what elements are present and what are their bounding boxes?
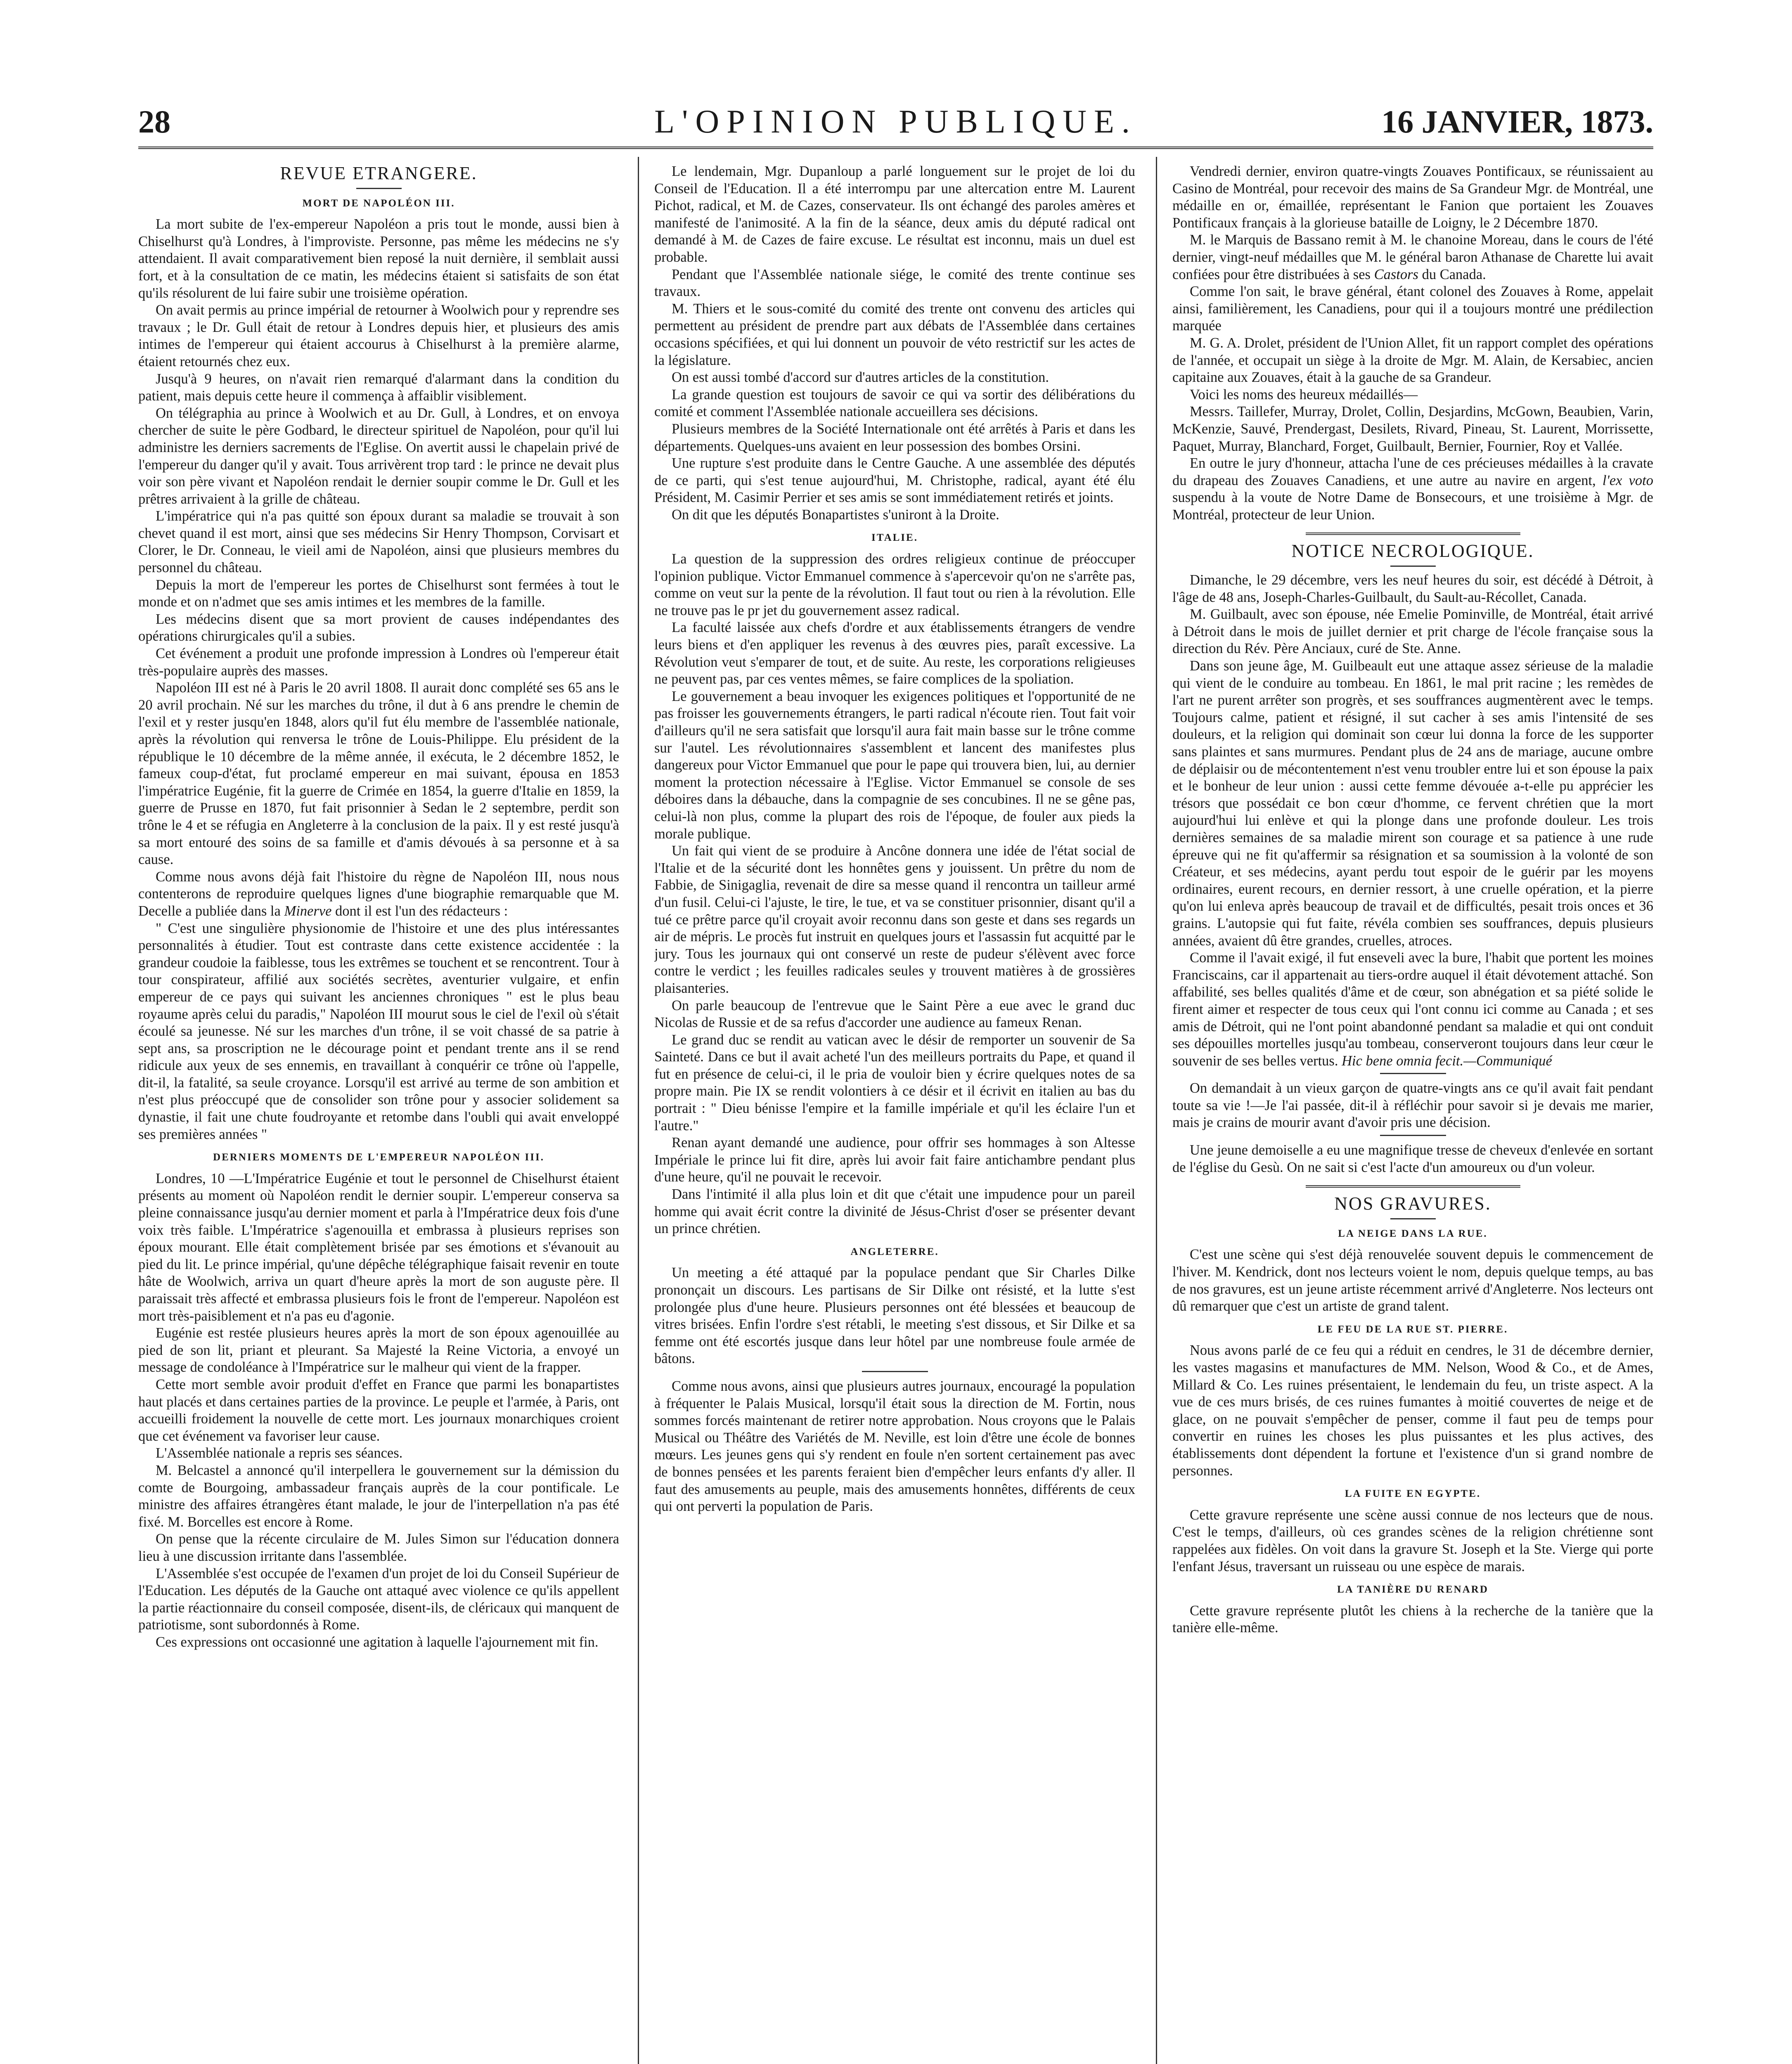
paragraph: Dans l'intimité il alla plus loin et dit que c'était une impudence pour un pareil homme qui avait écrit contre la divinité de Jésus-Christ d'oser se présenter devant un prince chrétien.	[654, 1186, 1135, 1237]
section-title: REVUE ETRANGERE.	[280, 163, 478, 183]
column-divider	[638, 157, 639, 2064]
paragraph: Le grand duc se rendit au vatican avec le désir de remporter un souvenir de Sa Sainteté. Dans ce but il avait acheté l'un des meilleurs portraits du Pape, et quand il fut en présence de celui-ci, il le pria de vouloir bien y écrire quelques notes de sa propre main. Pie IX se rendit volontiers à ce désir et il écrivit en italien au bas du portrait : " Dieu bénisse l'empire et la famille impériale et qu'il les éclaire l'un et l'autre."	[654, 1032, 1135, 1134]
paragraph: On pense que la récente circulaire de M. Jules Simon sur l'éducation donnera lieu à une discussion irritante dans l'assemblée.	[138, 1531, 619, 1564]
paragraph: Pendant que l'Assemblée nationale siége, le comité des trente continue ses travaux.	[654, 266, 1135, 300]
paragraph: Cet événement a produit une profonde impression à Londres où l'empereur était très-populaire auprès des masses.	[138, 646, 619, 679]
paragraph: L'Assemblée nationale a repris ses séances.	[156, 1445, 403, 1461]
paragraph: Depuis la mort de l'empereur les portes de Chiselhurst sont fermées à tout le monde et on n'admet que ses amis intimes et les membres de la famille.	[138, 577, 619, 610]
paragraph: Nous avons parlé de ce feu qui a réduit en cendres, le 31 de décembre dernier, les vastes magasins et manufactures de MM. Nelson, Wood & Co., et de Ames, Millard & Co. Les ruines présentaient, le lendemain du feu, un triste aspect. A la vue de ces murs brisés, de ces ruines fumantes à moitié couvertes de neige et de glace, on ne pouvait s'empêcher de penser, comme il faut peu de temps pour convertir en ruines les choses les plus puissantes et les plus actives, des établissements dont dépendent la fortune et l'existence d'un si grand nombre de personnes.	[1172, 1342, 1653, 1479]
subheading: ITALIE.	[871, 532, 918, 544]
paragraph: Le gouvernement a beau invoquer les exigences politiques et l'opportunité de ne pas froisser les gouvernements étrangers, le parti radical n'écoute rien. Tout fait voir d'ailleurs qu'il ne sera satisfait que lorsqu'il aura fait main basse sur le trône comme sur l'autel. Les révolutionnaires s'assemblent et lancent des manifestes plus dangereux pour Victor Emmanuel que pour le pape qui trouvera bien, lui, au dernier moment la protection nécessaire à l'Eglise. Victor Emmanuel se console de ses déboires dans la débauche, dans la compagnie de ses concubines. Il ne se gêne pas, celui-là non plus, comme la plupart des rois de l'époque, de fouler aux pieds la morale publique.	[654, 688, 1135, 842]
paragraph: M. Guilbault, avec son épouse, née Emelie Pominville, de Montréal, était arrivé à Détroit dans le mois de juillet dernier et prit charge de l'école française sous la direction du Rév. Père Anciaux, curé de Ste. Anne.	[1172, 606, 1653, 657]
paragraph	[1172, 232, 1653, 283]
paragraph: Dimanche, le 29 décembre, vers les neuf heures du soir, est décédé à Détroit, à l'âge de 48 ans, Joseph-Charles-Guilbault, du Sault-au-Récollet, Canada.	[1172, 572, 1653, 605]
paragraph: Vendredi dernier, environ quatre-vingts Zouaves Pontificaux, se réunissaient au Casino de Montréal, pour recevoir des mains de Sa Grandeur Mgr. de Montréal, une médaille en or, émaillée, représentant le Fanion que portaient les Zouaves Pontificaux français à la glorieuse bataille de Loigny, le 2 Décembre 1870.	[1172, 163, 1653, 231]
subheading: MORT DE NAPOLÉON III.	[302, 197, 455, 209]
paragraph: La faculté laissée aux chefs d'ordre et aux établissements étrangers de vendre leurs biens et d'en appliquer les revenus à des œuvres pies, paraît excessive. La Révolution veut s'emparer de tout, et de suite. Au reste, les corporations religieuses ne peuvent pas, par ces ventes mêmes, se faire complices de la spoliation.	[654, 620, 1135, 687]
paragraph: M. Belcastel a annoncé qu'il interpellera le gouvernement sur la démission du comte de Bourgoing, ambassadeur français auprès de la cour pontificale. Le ministre des affaires étrangères étant malade, le jour de l'interpellation n'a pas été fixé. M. Borcelles est encore à Rome.	[138, 1462, 619, 1530]
paragraph: Plusieurs membres de la Société Internationale ont été arrêtés à Paris et dans les départements. Quelques-uns avaient en leur possession des bombes Orsini.	[654, 421, 1135, 454]
paragraph: On avait permis au prince impérial de retourner à Woolwich pour y reprendre ses travaux ; le Dr. Gull était de retour à Londres depuis hier, et plusieurs des amis intimes de l'empereur qui étaient accourus à Chiselhurst à la première alarme, étaient retournés chez eux.	[138, 302, 619, 369]
italic-text: Hic bene omnia fecit.—Communiqué	[1342, 1053, 1552, 1069]
section-title: NOS GRAVURES.	[1334, 1193, 1491, 1214]
paragraph: On dit que les députés Bonapartistes s'uniront à la Droite.	[672, 507, 999, 523]
paragraph: Napoléon III est né à Paris le 20 avril 1808. Il aurait donc complété ses 65 ans le 20 avril prochain. Né sur les marches du trône, il dut à 6 ans prendre le chemin de l'exil et y rester jusqu'en 1848, alors qu'il fut élu membre de l'assemblée nationale, après la révolution qui renversa le trône de Louis-Philippe. Elu président de la république le 10 décembre de la même année, il exécuta, le 2 décembre 1852, le fameux coup-d'état, fut proclamé empereur en mai suivant, épousa en 1853 l'impératrice Eugénie, fit la guerre de Crimée en 1854, la guerre d'Italie en 1859, la guerre de Prusse en 1870, fut fait prisonnier à Sedan le 2 septembre, perdit son trône le 4 et se réfugia en Angleterre à la conclusion de la paix. Il y est resté jusqu'à sa mort entouré des soins de sa famille et d'amis dévoués à sa personne et à sa cause.	[138, 680, 619, 868]
divider	[1380, 1073, 1446, 1074]
paragraph: La mort subite de l'ex-empereur Napoléon a pris tout le monde, aussi bien à Chiselhurst qu'à Londres, à l'improviste. Personne, pas même les médecins ne s'y attendaient. Il avait comparativement bien reposé la nuit dernière, il semblait aussi fort, et à la consultation de ce matin, les médecins étaient si satisfaits de son état qu'ils résolurent de lui faire subir une troisième opération.	[138, 216, 619, 301]
text: du Canada.	[1422, 266, 1486, 282]
page-header	[138, 103, 1653, 140]
paragraph: On parle beaucoup de l'entrevue que le Saint Père a eue avec le grand duc Nicolas de Russie et de sa refus d'accorder une audience au fameux Renan.	[654, 997, 1135, 1031]
paragraph: Ces expressions ont occasionné une agitation à laquelle l'ajournement mit fin.	[156, 1634, 599, 1650]
divider	[862, 1371, 928, 1372]
paragraph: Un meeting a été attaqué par la populace pendant que Sir Charles Dilke prononçait un discours. Les partisans de Sir Dilke ont résisté, et la lutte s'est prolongée plus d'une heure. Plusieurs personnes ont été blessées et beaucoup de vitres brisées. Enfin l'ordre s'est rétabli, le meeting s'est dissous, et Sir Dilke et sa femme ont été escortés jusque dans leur hôtel par une nombreuse foule armée de bâtons.	[654, 1265, 1135, 1367]
column-3	[1172, 163, 1653, 2064]
paragraph: Jusqu'à 9 heures, on n'avait rien remarqué d'alarmant dans la condition du patient, mais depuis cette heure il commença à affaiblir visiblement.	[138, 371, 619, 404]
subheading: ANGLETERRE.	[850, 1246, 939, 1257]
divider	[1380, 1135, 1446, 1136]
paragraph: La question de la suppression des ordres religieux continue de préoccuper l'opinion publique. Victor Emmanuel commence à s'apercevoir qu'on ne s'arrête pas, comme on veut sur la pente de la révolution. Il faut tout ou rien à la révolution. Elle ne trouve pas le pr jet du gouvernement assez radical.	[654, 551, 1135, 618]
text: Comme nous avons déjà fait l'histoire du règne de Napoléon III, nous nous contenterons de reproduire quelques lignes d'une biographie remarquable que M. Decelle a publiée dans la	[138, 869, 619, 919]
text: M. le Marquis de Bassano remit à M. le chanoine Moreau, dans le cours de l'été dernier, vingt-neuf médailles que M. le général baron Athanase de Charette lui avait confiées pour être distribuées à ses	[1172, 232, 1653, 282]
paragraph	[1172, 949, 1653, 1070]
paragraph: L'impératrice qui n'a pas quitté son époux durant sa maladie se trouvait à son chevet quand il est mort, ainsi que ses médecins Sir Henry Thompson, Corvisart et Clorer, le Dr. Conneau, le vieil ami de Napoléon, ainsi que plusieurs membres du personnel du château.	[138, 508, 619, 576]
paragraph: Cette mort semble avoir produit d'effet en France que parmi les bonapartistes haut placés et dans certaines parties de la province. Le peuple et l'armée, à Paris, ont accueilli froidement la nouvelle de cette mort. Les journaux monarchiques croient que cet événement va favoriser leur cause.	[138, 1376, 619, 1444]
paragraph: Messrs. Taillefer, Murray, Drolet, Collin, Desjardins, McGown, Beaubien, Varin, McKenzie, Sauvé, Prendergast, Desilets, Rivard, Pineau, St. Laurent, Morrissette, Paquet, Murray, Blanchard, Forget, Guilbault, Bernier, Fournier, Roy et Vallée.	[1172, 404, 1653, 454]
text: dont il est l'un des rédacteurs :	[335, 903, 508, 919]
paragraph: Une jeune demoiselle a eu une magnifique tresse de cheveux d'enlevée en sortant de l'église du Gesù. On ne sait si c'est l'acte d'un amoureux ou d'un voleur.	[1172, 1142, 1653, 1175]
paragraph: Les médecins disent que sa mort provient de causes indépendantes des opérations chirurgicales qu'il a subies.	[138, 611, 619, 644]
subheading: DERNIERS MOMENTS DE L'EMPEREUR NAPOLÉON III.	[213, 1152, 544, 1163]
paragraph: On télégraphia au prince à Woolwich et au Dr. Gull, à Londres, et on envoya chercher de suite le père Godbard, le directeur spirituel de Napoléon, pour qu'il lui administre les derniers sacrements de l'Eglise. On avertit aussi le chapelain privé de l'empereur du danger qu'il y avait. Tous arrivèrent trop tard : le prince ne devait plus voir son père vivant et Napoléon rendait le dernier soupir comme le Dr. Gull et les prêtres arrivaient à la grille de château.	[138, 405, 619, 507]
paragraph: Renan ayant demandé une audience, pour offrir ses hommages à son Altesse Impériale le prince lui fit dire, après lui avoir fait faire antichambre pendant plus d'une heure, qu'il ne pouvait le recevoir.	[654, 1135, 1135, 1185]
divider	[1390, 1218, 1436, 1219]
paragraph: Le lendemain, Mgr. Dupanloup a parlé longuement sur le projet de loi du Conseil de l'Education. Il a été interrompu par une altercation entre M. Laurent Pichot, radical, et M. de Cazes, conservateur. Ils ont échangé des paroles amères et manifesté de l'animosité. A la fin de la séance, deux amis du député radical ont demandé à M. de Cazes de faire excuse. Le résultat est inconnu, mais un duel est probable.	[654, 163, 1135, 265]
column-2	[654, 163, 1135, 2064]
paragraph: Eugénie est restée plusieurs heures après la mort de son époux agenouillée au pied de son lit, priant et pleurant. Sa Majesté la Reine Victoria, a envoyé un message de condoléance à l'Impératrice sur le malheur qui vient de la frapper.	[138, 1325, 619, 1375]
paragraph	[138, 869, 619, 920]
newspaper-title: L'OPINION PUBLIQUE.	[654, 104, 1137, 140]
paragraph: On est aussi tombé d'accord sur d'autres articles de la constitution.	[672, 369, 1049, 386]
paragraph: Comme nous avons, ainsi que plusieurs autres journaux, encouragé la population à fréquenter le Palais Musical, lorsqu'il était sous la direction de M. Fortin, nous sommes forcés maintenant de retirer notre approbation. Nous croyons que le Palais Musical ou Théâtre des Variétés de M. Neville, est loin d'être une école de bonnes mœurs. Les jeunes gens qui s'y rendent en foule n'en sortent certainement pas avec de bonnes pensées et les parents feraient bien d'empêcher leurs enfants d'y aller. Il faut des amusements au peuple, mais des amusements honnêtes, différents de ceux qui ont perverti la population de Paris.	[654, 1378, 1135, 1515]
text: En outre le jury d'honneur, attacha l'une de ces précieuses médailles à la cravate du drapeau des Zouaves Canadiens, et une autre au navire en argent,	[1172, 455, 1653, 488]
section-title: NOTICE NECROLOGIQUE.	[1291, 541, 1534, 561]
subheading: LA TANIÈRE DU RENARD	[1337, 1584, 1489, 1595]
paragraph	[1172, 455, 1653, 523]
italic-text: Minerve	[284, 903, 332, 919]
header-rule	[138, 147, 1653, 149]
column-1	[138, 163, 619, 2064]
paragraph: On demandait à un vieux garçon de quatre-vingts ans ce qu'il avait fait pendant toute sa vie !—Je l'ai passée, dit-il à réfléchir pour savoir si je devais me marier, mais je crains de mourir avant d'avoir pris une décision.	[1172, 1080, 1653, 1131]
subheading: LA FUITE EN EGYPTE.	[1345, 1488, 1481, 1500]
paragraph: M. G. A. Drolet, président de l'Union Allet, fit un rapport complet des opérations de l'année, et occupait un siège à la droite de Mgr. M. Alain, de Kersabiec, ancien capitaine aux Zouaves, était à la gauche de sa Grandeur.	[1172, 335, 1653, 386]
paragraph: Comme l'on sait, le brave général, étant colonel des Zouaves à Rome, appelait ainsi, familièrement, les Canadiens, pour qui il a toujours montré une prédilection marquée	[1172, 284, 1653, 334]
paragraph: L'Assemblée s'est occupée de l'examen d'un projet de loi du Conseil Supérieur de l'Education. Les députés de la Gauche ont attaqué avec violence ce qu'ils appellent la partie réactionnaire du conseil composée, disent-ils, de cléricaux qui manquent de patriotisme, sont subordonnés à Rome.	[138, 1565, 619, 1633]
italic-text: l'ex voto	[1602, 472, 1653, 488]
paragraph: Un fait qui vient de se produire à Ancône donnera une idée de l'état social de l'Italie et de la sécurité dont les honnêtes gens y jouissent. Un prêtre du nom de Fabbie, de Sinigaglia, revenait de dire sa messe quand il rencontra un tailleur armé d'un fusil. Celui-ci l'ajuste, le tire, le tue, et va se constituer prisonnier, disant qu'il a tué ce prêtre parce qu'il croyait avoir reconnu dans son geste et dans ses regards un air de mépris. Le procès fut instruit en quelques jours et l'assassin fut acquitté par le jury. Tous les journaux qui ont conservé un reste de pudeur s'élèvent avec force contre le verdict ; les feuilles radicales seules y trouvent matières à de grossières plaisanteries.	[654, 843, 1135, 996]
paragraph: C'est une scène qui s'est déjà renouvelée souvent depuis le commencement de l'hiver. M. Kendrick, dont nos lecteurs voient le nom, depuis quelque temps, au bas de nos gravures, est un jeune artiste récemment arrivé d'Angleterre. Nos lecteurs ont dû remarquer que c'est un artiste de grand talent.	[1172, 1247, 1653, 1314]
subheading: LA NEIGE DANS LA RUE.	[1338, 1228, 1488, 1239]
paragraph: M. Thiers et le sous-comité du comité des trente ont convenu des articles qui permettent au président de prendre part aux débats de l'Assemblée dans certaines occasions spécifiées, et qui lui donnent un pouvoir de véto restrictif sur les actes de la législature.	[654, 301, 1135, 368]
issue-date: 16 JANVIER, 1873.	[1381, 104, 1653, 140]
paragraph: Une rupture s'est produite dans le Centre Gauche. A une assemblée des députés de ce parti, qui s'est tenue aujourd'hui, M. Christophe, radical, ayant été élu Président, M. Casimir Perrier et ses amis se sont immédiatement retirés et joints.	[654, 455, 1135, 506]
divider	[1390, 566, 1436, 567]
italic-text: Castors	[1374, 266, 1418, 282]
paragraph: Londres, 10 —L'Impératrice Eugénie et tout le personnel de Chiselhurst étaient présents au moment où Napoléon rendit le dernier soupir. L'empereur conserva sa pleine connaissance jusqu'au dernier moment et parla à l'Impératrice deux fois d'une voix très faible. L'Impératrice s'agenouilla et embrassa à plusieurs reprises son époux mourant. Elle était complètement brisée par ses émotions et s'évanouit au pied du lit. Le prince impérial, qu'une dépêche télégraphique faisait revenir en toute hâte de Woolwich, arriva un quart d'heure après la mort de son auguste père. Il paraissait très affecté et embrassa plusieurs fois le front de l'empereur. Napoléon est mort très-paisiblement et n'a pas eu d'agonie.	[138, 1170, 619, 1324]
paragraph: Voici les noms des heureux médaillés—	[1190, 386, 1418, 402]
divider	[1306, 533, 1520, 535]
page-number: 28	[138, 104, 170, 140]
divider	[356, 188, 402, 189]
column-divider	[1156, 157, 1157, 2064]
divider	[1306, 1185, 1520, 1188]
paragraph: La grande question est toujours de savoir ce qui va sortir des délibérations du comité et comment l'Assemblée nationale accueillera ses décisions.	[654, 386, 1135, 420]
text: suspendu à la voute de Notre Dame de Bonsecours, et une troisième à Mgr. de Montréal, protecteur de leur Union.	[1172, 490, 1653, 523]
paragraph: Cette gravure représente une scène aussi connue de nos lecteurs que de nous. C'est le temps, d'ailleurs, où ces grandes scènes de la religion chrétienne sont rappelées aux fidèles. On voit dans la gravure St. Joseph et la Ste. Vierge qui porte l'enfant Jésus, traversant un ruisseau ou une espèce de marais.	[1172, 1507, 1653, 1574]
subheading: LE FEU DE LA RUE ST. PIERRE.	[1317, 1323, 1508, 1335]
paragraph: Dans son jeune âge, M. Guilbeault eut une attaque assez sérieuse de la maladie qui vient de le conduire au tombeau. En 1861, le mal prit racine ; les remèdes de l'art ne purent arrêter son progrès, et ses souffrances augmentèrent avec le temps. Toujours calme, patient et résigné, il sut cacher à ses amis l'intensité de ses douleurs, et la religion qui dominait son cœur lui donna la force de les supporter sans plaintes et sans murmures. Pendant plus de 24 ans de mariage, aucune ombre de déplaisir ou de mécontentement n'est venu troubler entre lui et son épouse la paix et le bonheur de leur union : aussi cette femme dévouée a-t-elle pu apprécier les trésors que possédait ce bon cœur d'homme, ce fervent chrétien que la mort aujourd'hui lui enlève et qui la plonge dans une profonde douleur. Les trois dernières semaines de sa maladie mirent son courage et sa patience à une rude épreuve qui ne fit qu'affermir sa résignation et sa soumission à la volonté de son Créateur, et ses médecins, ayant perdu tout espoir de le guérir par les moyens ordinaires, eurent recours, en dernier ressort, à une cruelle opération, et la pierre qu'on lui enleva après beaucoup de travail et de difficultés, pesait trois onces et 36 grains. L'autopsie qui fut faite, révéla combien ses souffrances, depuis plusieurs années, avaient dû être grandes, cruelles, atroces.	[1172, 658, 1653, 949]
paragraph: Cette gravure représente plutôt les chiens à la recherche de la tanière que la tanière elle-même.	[1172, 1602, 1653, 1636]
quote-paragraph: " C'est une singulière physionomie de l'histoire et une des plus intéressantes personnalités à étudier. Tout est contraste dans cette existence accidentée : la grandeur coudoie la faiblesse, tous les extrêmes se touchent et se rencontrent. Tour à tour conspirateur, affilié aux sociétés secrètes, aventurier vulgaire, et enfin empereur de ce pays qui suivant les anciennes chroniques " est le plus beau royaume après celui du paradis," Napoléon III mourut sous le ciel de l'exil où s'était écoulé sa jeunesse. Né sur les marches d'un trône, il se voit chassé de sa patrie à sept ans, sa proscription ne le décourage point et pendant trente ans il se rend ridicule aux yeux de ses ennemis, en travaillant à conquérir ce trône où l'appelle, dit-il, la fatalité, sa seule croyance. Lorsqu'il est arrivé au terme de son ambition et n'est plus préoccupé que de consolider son trône pour y associer solidement sa dynastie, il fait une chute foudroyante et retombe dans l'oubli qui avait enveloppé ses premières années "	[138, 920, 619, 1142]
text: Comme il l'avait exigé, il fut enseveli avec la bure, l'habit que portent les moines Franciscains, car il appartenait au tiers-ordre auquel il était dévotement attaché. Son affabilité, ses belles qualités d'âme et de cœur, son abnégation et sa piété solide le firent aimer et respecter de tous ceux qui l'ont connu ici comme au Canada ; et ses amis de Détroit, qui ne l'ont point abandonné pendant sa maladie et qui ont conduit ses dépouilles mortelles jusqu'au tombeau, conserveront toujours dans leur cœur le souvenir de ses belles vertus.	[1172, 950, 1653, 1069]
